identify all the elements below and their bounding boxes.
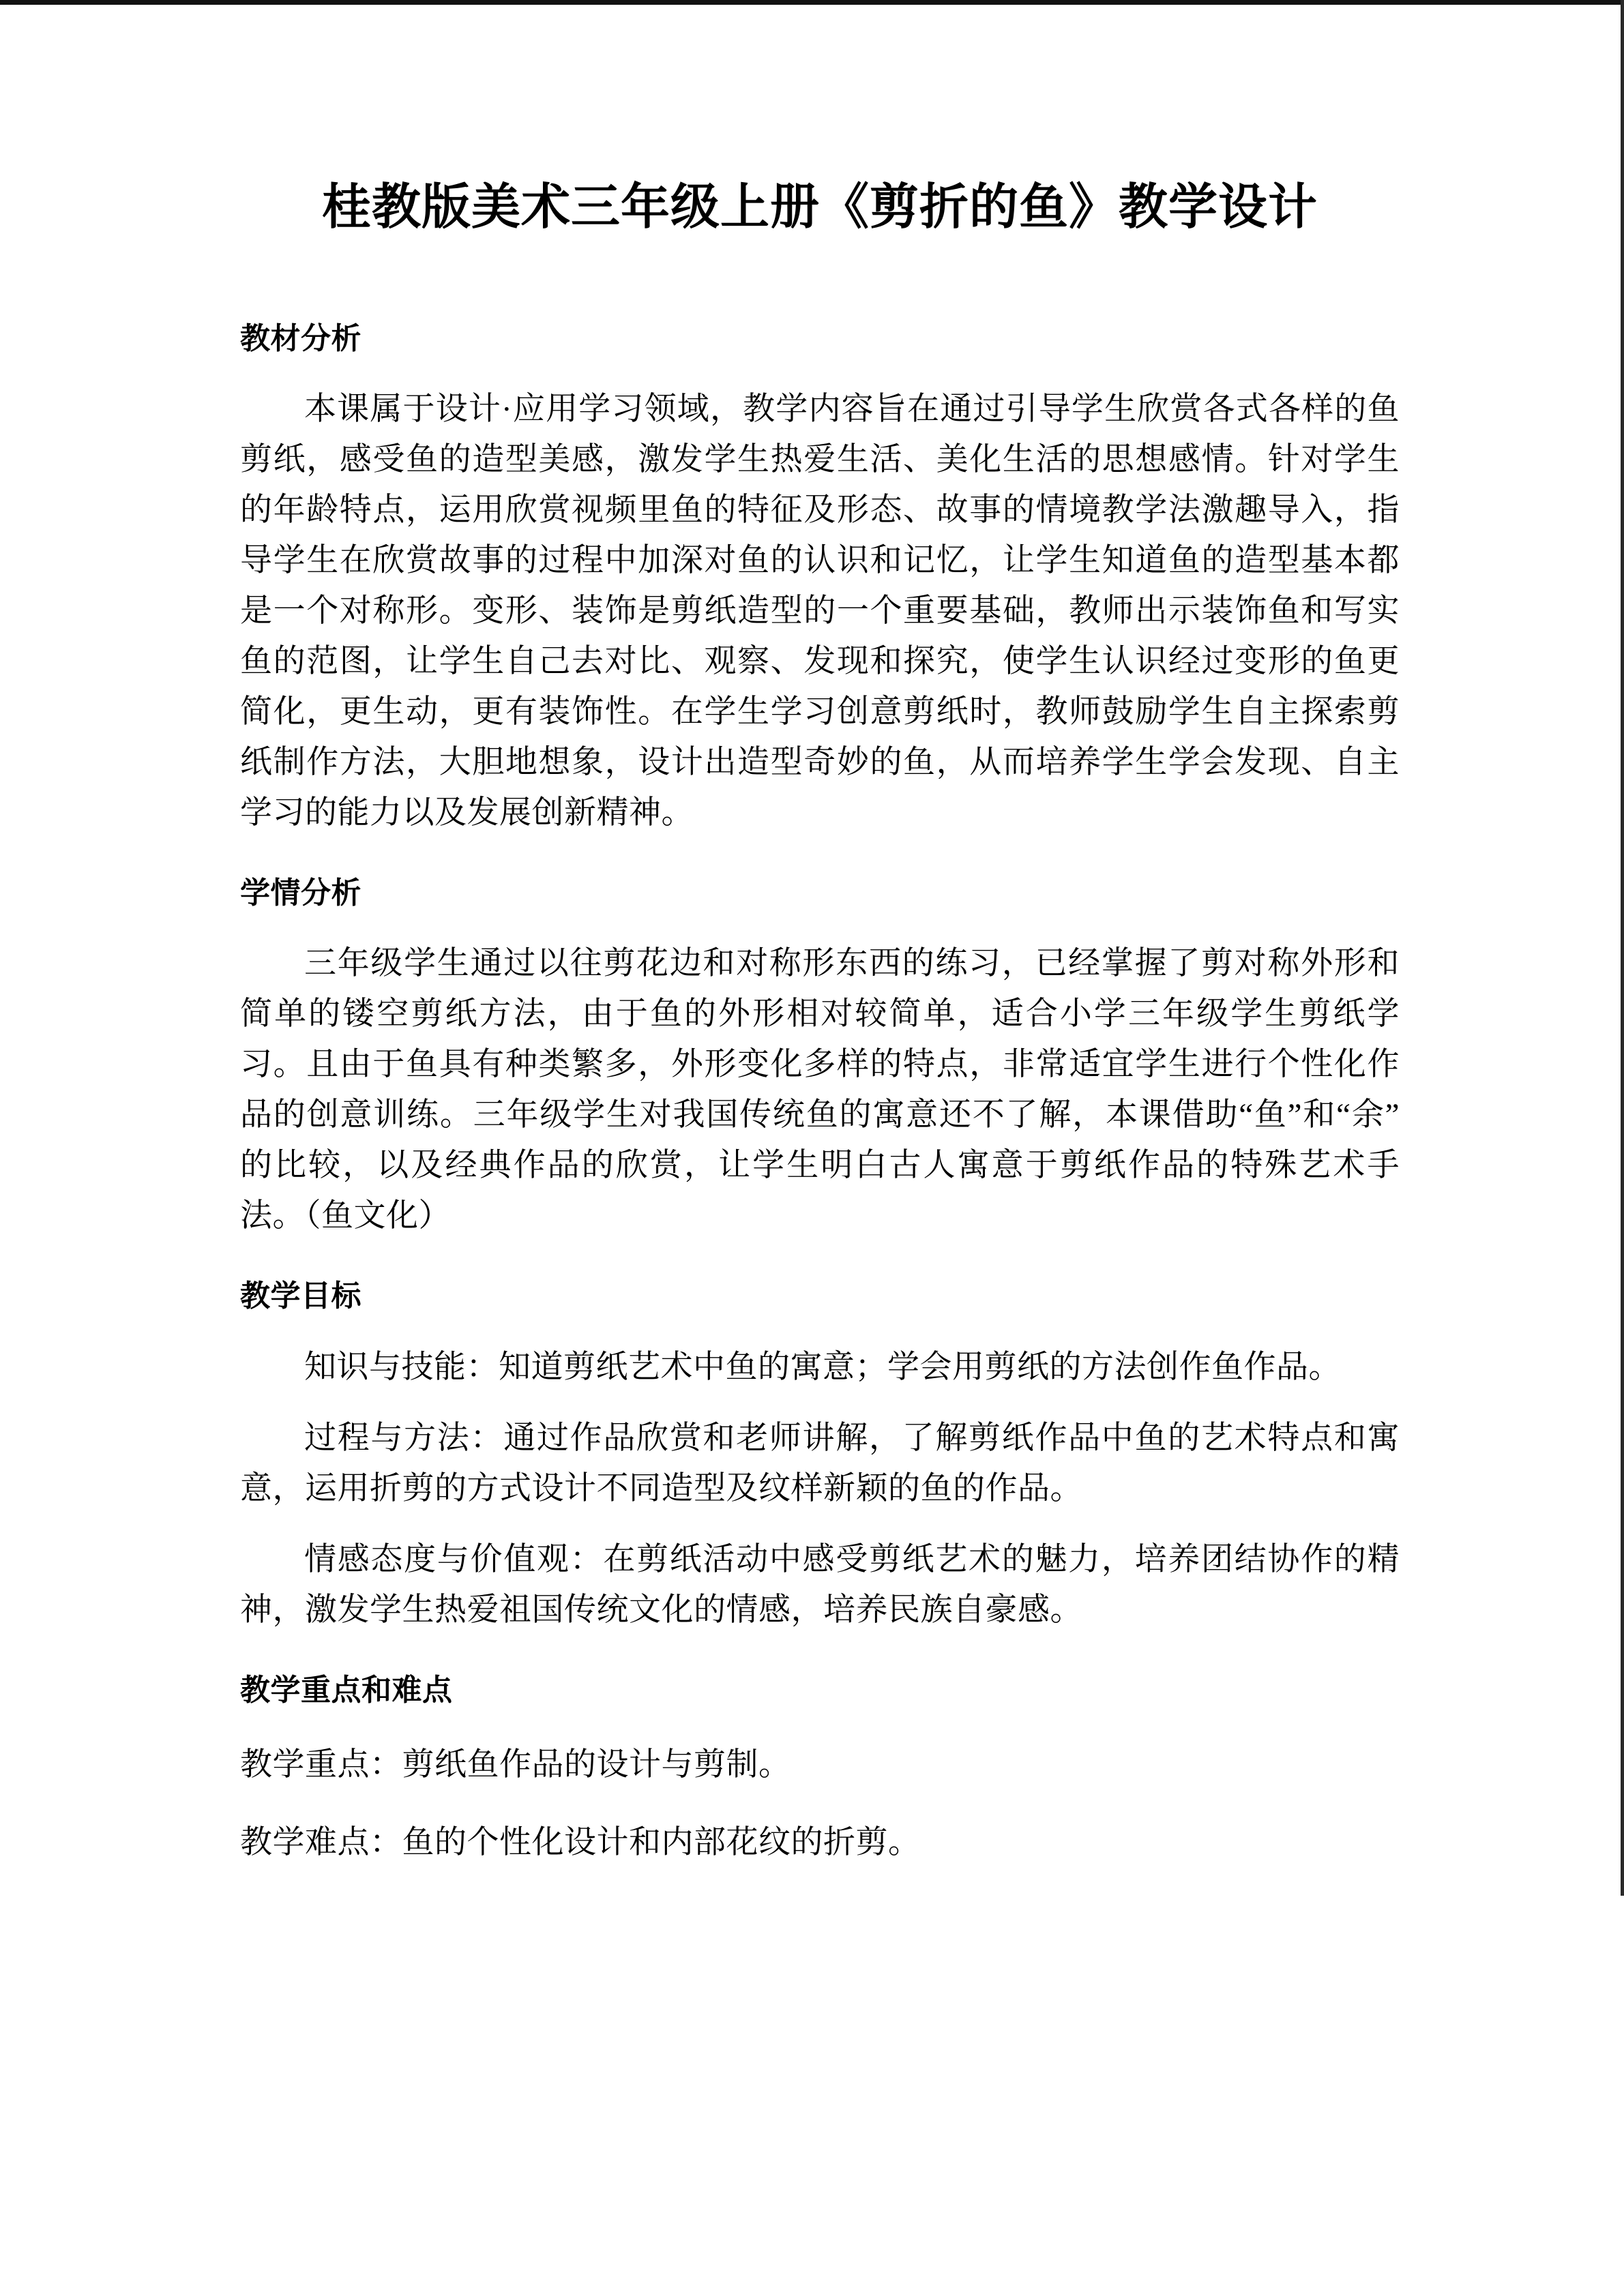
section-heading-teaching-objectives: 教学目标 (240, 1279, 361, 1314)
document-body (240, 0, 1400, 1868)
teaching-key-point-line: 教学重点：剪纸鱼作品的设计与剪制。 (240, 1746, 791, 1783)
page-edge-right-rule (1621, 0, 1624, 1896)
section-heading-teaching-material-analysis: 教材分析 (240, 321, 361, 356)
section-paragraph: 本课属于设计·应用学习领域，教学内容旨在通过引导学生欣赏各式各样的鱼剪纸，感受鱼的造型美感，激发学生热爱生活、美化生活的思想感情。针对学生的年龄特点，运用欣赏视频里鱼的特征及形态、故事的情境教学法激趣导入，指导学生在欣赏故事的过程中加深对鱼的认识和记忆，让学生知道鱼的造型基本都是一个对称形。变形、装饰是剪纸造型的一个重要基础，教师出示装饰鱼和写实鱼的范图，让学生自己去对比、观察、发现和探究，使学生认识经过变形的鱼更简化，更生动，更有装饰性。在学生学习创意剪纸时，教师鼓励学生自主探索剪纸制作方法，大胆地想象，设计出造型奇妙的鱼，从而培养学生学会发现、自主学习的能力以及发展创新精神。 (240, 391, 1400, 831)
page-title: 桂教版美术三年级上册《剪折的鱼》教学设计 (321, 178, 1318, 235)
section-paragraph: 三年级学生通过以往剪花边和对称形东西的练习，已经掌握了剪对称外形和简单的镂空剪纸方法，由于鱼的外形相对较简单，适合小学三年级学生剪纸学习。且由于鱼具有种类繁多，外形变化多样的特点，非常适宜学生进行个性化作品的创意训练。三年级学生对我国传统鱼的寓意还不了解，本课借助“鱼”和“余”的比较，以及经典作品的欣赏，让学生明白古人寓意于剪纸作品的特殊艺术手法。（鱼文化） (240, 946, 1400, 1234)
teaching-difficulty-line: 教学难点：鱼的个性化设计和内部花纹的折剪。 (240, 1824, 921, 1860)
section-paragraph: 知识与技能：知道剪纸艺术中鱼的寓意；学会用剪纸的方法创作鱼作品。 (304, 1349, 1341, 1385)
section-paragraph: 过程与方法：通过作品欣赏和老师讲解，了解剪纸作品中鱼的艺术特点和寓意，运用折剪的方式设计不同造型及纹样新颖的鱼的作品。 (240, 1420, 1400, 1506)
section-heading-key-points-and-difficulties: 教学重点和难点 (240, 1672, 453, 1708)
section-heading-student-analysis: 学情分析 (240, 876, 361, 911)
section-paragraph: 情感态度与价值观：在剪纸活动中感受剪纸艺术的魅力，培养团结协作的精神，激发学生热爱祖国传统文化的情感，培养民族自豪感。 (240, 1541, 1400, 1628)
